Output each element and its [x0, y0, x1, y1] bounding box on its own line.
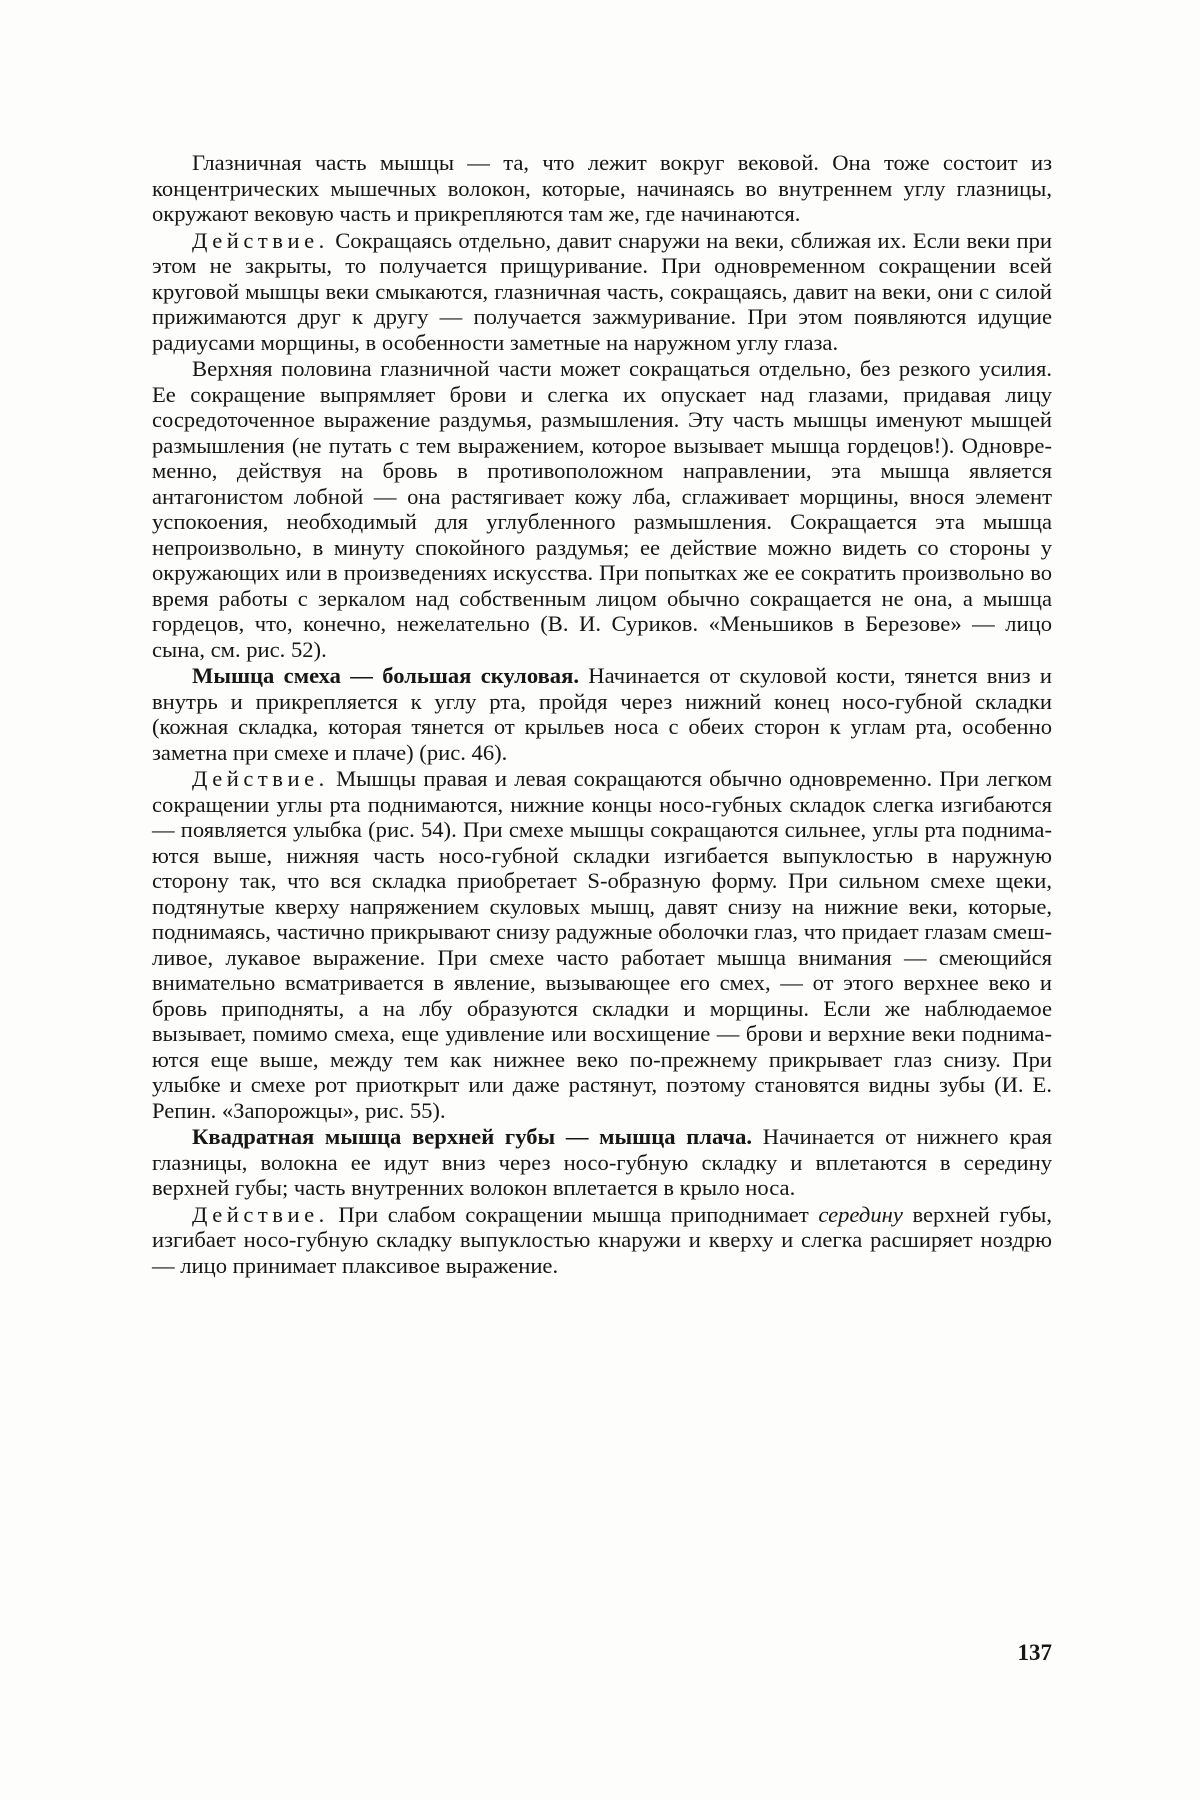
- paragraph-laughter-muscle: [152, 663, 1052, 765]
- paragraph-text: верхней губы, изгибает носо-губную складку выпуклостью кнаружи и кверху и слегка расширяет ноздрю — лицо принимает плаксивое выражение.: [152, 1201, 1053, 1278]
- paragraph-upper-half: [152, 356, 1052, 662]
- paragraph-orbital-part: [152, 150, 1052, 227]
- paragraph-text: Глазничная часть мышцы — та, что лежит вокруг вековой. Она тоже состоит из концентрических мышечных волокон, которые, начинаясь во внутреннем углу глазницы, окружают вековую часть и прикрепляются там же, где начинаются.: [152, 150, 1052, 226]
- emphasized-word: середину: [818, 1201, 903, 1227]
- page-number: 137: [1017, 1640, 1052, 1665]
- paragraph-crying-muscle: [152, 1124, 1052, 1201]
- muscle-heading: Квадратная мышца верхней губы — мышца плача.: [192, 1124, 753, 1149]
- action-heading: Действие.: [192, 1201, 329, 1227]
- action-heading: Действие.: [192, 766, 329, 791]
- paragraph-text: Начинается от нижнего края глазницы, волокна ее идут вниз через носо-губную складку и вплетаются в середину верхней губы; часть внутренних волокон вплетается в крыло носа.: [152, 1124, 1052, 1200]
- muscle-heading: Мышца смеха — большая скуловая.: [192, 663, 579, 688]
- action-heading: Действие.: [192, 227, 329, 253]
- paragraph-text: Верхняя половина глазничной части может сокращаться отдельно, без резкого усилия. Ее сокращение выпрямляет брови и слегка их опускает над глазами, придавая лицу сосредоточенное выражение раздумья, размышления. Эту часть мышцы именуют мышцей размышления (не путать с тем выражением, которое вызывает мышца гордецов!). Одновременно, действуя на бровь в противоположном направлении, эта мышца является антагонистом лобной — она растягивает кожу лба, сглаживает морщины, внося элемент успокоения, необходимый для углубленного размышления. Сокращается эта мышца непроизвольно, в минуту спокойного раздумья; ее действие можно видеть со стороны у окружающих или в произведениях искусства. При попытках же ее сократить произвольно во время работы с зеркалом над собственным лицом обычно сокращается не она, а мышца гордецов, что, конечно, нежелательно (В. И. Суриков. «Меньшиков в Березове» — лицо сына, см. рис. 52).: [152, 356, 1052, 662]
- paragraph-text: Мышцы правая и левая сокращаются обычно одновременно. При легком сокращении углы рта поднимаются, нижние концы носо-губных складок слегка изгибаются — появляется улыбка (рис. 54). При смехе мышцы сокращаются сильнее, углы рта поднимаются выше, нижняя часть носо-губной складки изгибается выпуклостью в наружную сторону так, что вся складка приобретает S-образную форму. При сильном смехе щеки, подтянутые кверху напряжением скуловых мышц, давят снизу на нижние веки, которые, поднимаясь, частично прикрывают снизу радужные оболочки глаз, что придает глазам смешливое, лукавое выражение. При смехе часто работает мышца внимания — смеющийся внимательно всматривается в явление, вызывающее его смех, — от этого верхнее веко и бровь приподняты, а на лбу образуются складки и морщины. Если же наблюдаемое вызывает, помимо смеха, еще удивление или восхищение — брови и верхние веки поднимаются еще выше, между тем как нижнее веко по-прежнему прикрывает глаз снизу. При улыбке и смехе рот приоткрыт или даже растянут, поэтому становятся видны зубы (И. Е. Репин. «Запорожцы», рис. 55).: [152, 766, 1052, 1123]
- paragraph-text: Начинается от скуловой кости, тянется вниз и внутрь и прикрепляется к углу рта, пройдя через нижний конец носо-губной складки (кожная складка, которая тянется от крыльев носа с обеих сторон к углам рта, особенно заметна при смехе и плаче) (рис. 46).: [152, 663, 1052, 765]
- paragraph-text: Сокращаясь отдельно, давит снаружи на веки, сближая их. Если веки при этом не закрыты, то получается прищуривание. При одновременном сокращении всей круговой мышцы веки смыкаются, глазничная часть, сокращаясь, давит на веки, они с силой прижимаются друг к другу — получается зажмуривание. При этом появляются идущие радиусами морщины, в особенности заметные на наружном углу глаза.: [152, 227, 1052, 355]
- paragraph-text: При слабом сокращении мышца приподнимает: [328, 1201, 819, 1227]
- paragraph-crying-action: [152, 1202, 1052, 1279]
- body-text: [152, 150, 1052, 1278]
- paragraph-laughter-action: [152, 766, 1052, 1123]
- paragraph-orbital-action: [152, 228, 1052, 356]
